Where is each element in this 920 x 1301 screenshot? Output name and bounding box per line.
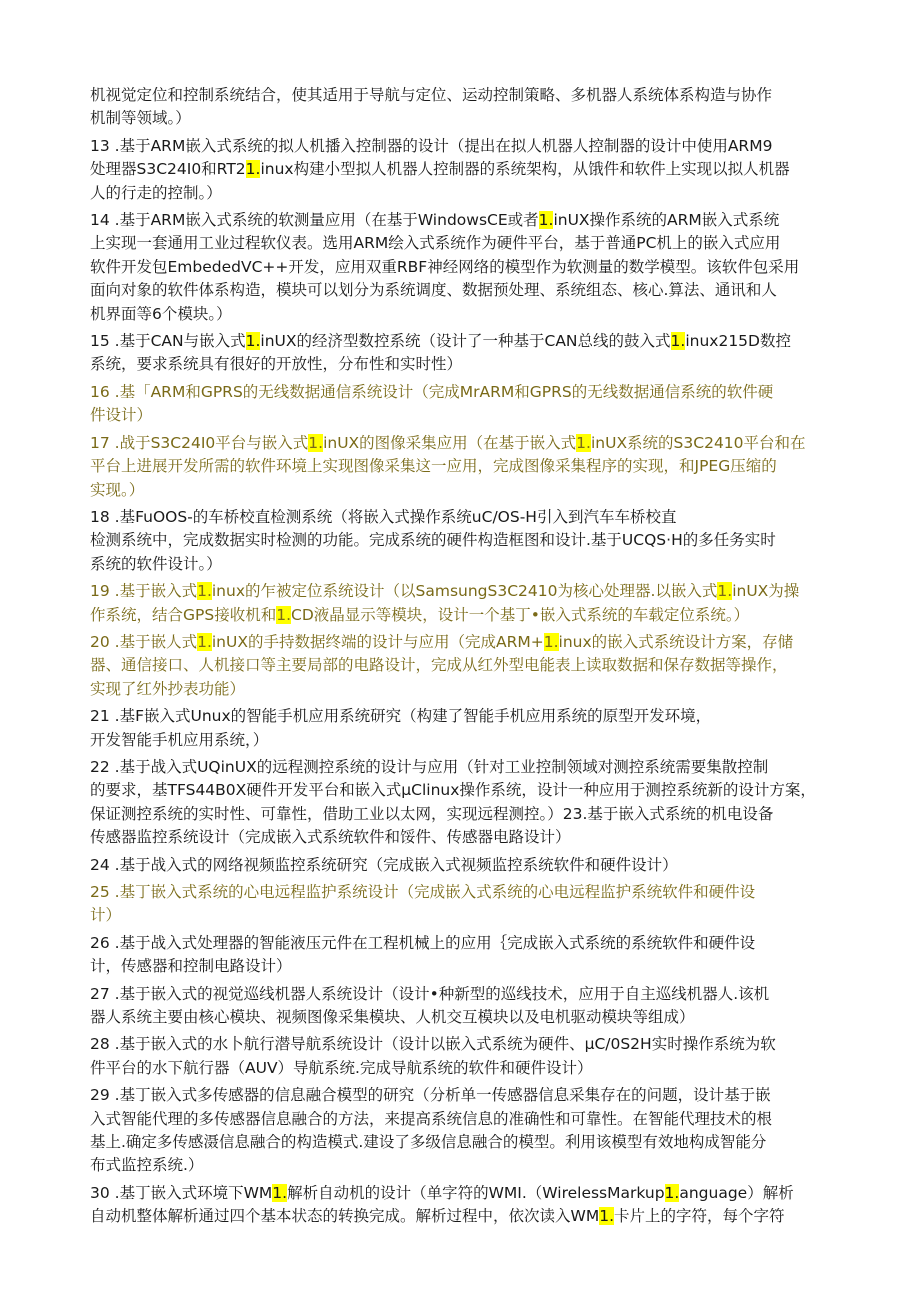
text-line: [90, 303, 842, 326]
text-line: [90, 729, 842, 752]
text-line: [90, 553, 842, 576]
text-line: [90, 1033, 842, 1056]
text-line: [90, 904, 842, 927]
highlighted-text: 1.: [538, 211, 554, 230]
text-run: anguage）解析: [679, 1183, 794, 1202]
text-run: 的要求，基TFS44B0X硬件开发平台和嵌入式μClinux操作系统，设计一种应用于测控系统新的设计方案，: [90, 781, 816, 800]
text-run: 保证测控系统的实时性、可靠性，借助工业以太网，实现远程测控。）23.基于嵌入式系统的机电设备: [90, 804, 774, 823]
text-run: 系统，要求系统具有很好的开放性，分布性和实时性）: [90, 355, 463, 374]
text-line: [90, 983, 842, 1006]
text-run: 面向对象的软件体系构造，模块可以划分为系统调度、数据预处理、系统组态、核心.算法、通讯和人: [90, 281, 777, 300]
text-line: [90, 256, 842, 279]
paragraph: [90, 854, 842, 877]
paragraph: [90, 432, 842, 502]
text-run: 传感器监控系统设计（完成嵌入式系统软件和馁件、传感器电路设计）: [90, 828, 571, 847]
paragraph: [90, 506, 842, 576]
paragraph: [90, 881, 842, 928]
text-line: [90, 756, 842, 779]
text-run: 件设计）: [90, 406, 153, 425]
text-run: inux的乍被定位系统设计（以SamsungS3C2410为核心处理器.以嵌入式: [211, 582, 718, 601]
text-run: 系统的软件设计。）: [90, 554, 222, 573]
text-run: 19 .基于嵌入式: [90, 582, 198, 601]
highlighted-text: 1.: [197, 582, 212, 601]
text-run: 28 .基于嵌入式的水卜航行潜导航系统设计（设计以嵌入式系统为硬件、μC/0S2H实时操作系统为软: [90, 1035, 776, 1054]
highlighted-text: 1.: [664, 1183, 680, 1202]
text-run: 布式监控系统.）: [90, 1156, 204, 1175]
highlighted-text: 1.: [272, 1183, 288, 1202]
text-run: 基上.确定多传感滠信息融合的构造模式.建设了多级信息融合的模型。利用该模型有效地构成智能分: [90, 1133, 767, 1152]
highlighted-text: 1.: [717, 582, 733, 601]
text-line: [90, 580, 842, 603]
text-line: [90, 881, 842, 904]
paragraph: [90, 580, 842, 627]
highlighted-text: 1.: [245, 332, 261, 351]
text-run: 24 .基于战入式的网络视频监控系统研究（完成嵌入式视频监控系统软件和硬件设计）: [90, 855, 678, 874]
paragraph: [90, 381, 842, 428]
text-line: [90, 158, 842, 181]
paragraph: [90, 983, 842, 1030]
text-run: 15 .基于CAN与嵌入式: [90, 332, 246, 351]
highlighted-text: 1.: [599, 1207, 614, 1226]
text-line: [90, 432, 842, 455]
text-run: 16 .基「ARM和GPRS的无线数据通信系统设计（完成MrARM和GPRS的无线数据通信系统的软件硬: [90, 382, 774, 401]
paragraph: [90, 209, 842, 326]
text-run: 计，传感器和控制电路设计）: [90, 957, 292, 976]
text-run: inux的嵌入式系统设计方案，存储: [558, 632, 794, 651]
text-run: inUX操作系统的ARM嵌入式系统: [553, 211, 780, 230]
text-run: 入式智能代理的多传感器信息融合的方法，来提高系统信息的准确性和可靠性。在智能代理技术的根: [90, 1109, 773, 1128]
text-line: [90, 479, 842, 502]
text-line: [90, 404, 842, 427]
text-run: inux构建小型拟人机器人控制器的系统架构，从饿件和软件上实现以拟人机器: [260, 160, 790, 179]
paragraph: [90, 705, 842, 752]
text-run: 实现。）: [90, 480, 145, 499]
text-run: 27 .基于嵌入式的视觉巡线机器人系统设计（设计•种新型的巡线技术，应用于自主巡线机器人.该机: [90, 984, 770, 1003]
text-line: [90, 330, 842, 353]
text-run: inux215D数控: [685, 332, 791, 351]
paragraph: [90, 330, 842, 377]
text-run: 30 .基丁嵌入式环境下WM: [90, 1183, 273, 1202]
text-run: 自动机整体解析通过四个基本状态的转换完成。解析过程中，依次读入WM: [90, 1207, 600, 1226]
text-line: [90, 84, 842, 107]
text-line: [90, 705, 842, 728]
text-run: 作系统，结合GPS接收机和: [90, 605, 277, 624]
text-run: inUX为操: [732, 582, 800, 601]
text-line: [90, 182, 842, 205]
text-line: [90, 381, 842, 404]
text-run: 解析自动机的设计（单字符的WMI.（WirelessMarkup: [287, 1183, 665, 1202]
highlighted-text: 1.: [245, 160, 261, 179]
text-run: 22 .基于战入式UQinUX的远程测控系统的设计与应用（针对工业控制领域对测控系统需要集散控制: [90, 757, 769, 776]
text-run: 计）: [90, 906, 122, 925]
text-run: 器人系统主要由核心模块、视频图像采集模块、人机交互模块以及电机驱动模块等组成）: [90, 1008, 695, 1027]
paragraph: [90, 756, 842, 850]
highlighted-text: 1.: [308, 433, 324, 452]
text-line: [90, 631, 842, 654]
text-line: [90, 1205, 842, 1228]
highlighted-text: 1.: [670, 332, 686, 351]
text-line: [90, 506, 842, 529]
text-run: 机制等领域。）: [90, 109, 191, 128]
text-line: [90, 803, 842, 826]
text-run: 卡片上的字符，每个字符: [614, 1207, 785, 1226]
text-run: 机界面等6个模块。）: [90, 304, 232, 323]
text-line: [90, 353, 842, 376]
text-run: 14 .基于ARM嵌入式系统的软测量应用（在基于WindowsCE或者: [90, 211, 539, 230]
text-line: [90, 209, 842, 232]
text-line: [90, 1057, 842, 1080]
text-run: 平台上进展开发所需的软件环境上实现图像采集这一应用，完成图像采集程序的实现，和JPEG压缩的: [90, 457, 777, 476]
highlighted-text: 1.: [197, 632, 212, 651]
paragraph: [90, 84, 842, 131]
text-line: [90, 1108, 842, 1131]
text-line: [90, 529, 842, 552]
text-line: [90, 678, 842, 701]
text-run: inUX的经济型数控系统（设计了一种基于CAN总线的鼓入式: [260, 332, 671, 351]
text-line: [90, 1084, 842, 1107]
text-run: 29 .基丁嵌入式多传感器的信息融合模型的研究（分析单一传感器信息采集存在的问题，设计基于嵌: [90, 1086, 771, 1105]
text-run: 17 .战于S3C24I0平台与嵌入式: [90, 433, 309, 452]
text-run: 机视觉定位和控制系统结合，使其适用于导航与定位、运动控制策略、多机器人系统体系构造与协作: [90, 86, 773, 104]
text-line: [90, 1154, 842, 1177]
text-run: 上实现一套通用工业过程软仪表。选用ARM绘入式系统作为硬件平台，基于普通PC机上的嵌入式应用: [90, 234, 781, 253]
text-line: [90, 604, 842, 627]
paragraph: [90, 1033, 842, 1080]
text-line: [90, 135, 842, 158]
highlighted-text: 1.: [543, 632, 559, 651]
text-run: 件平台的水下航行器（AUV）导航系统.完成导航系统的软件和硬件设计）: [90, 1058, 593, 1077]
text-line: [90, 1006, 842, 1029]
text-run: CD液晶显示等模块，设计一个基丁•嵌入式系统的车载定位系统。）: [291, 605, 750, 624]
highlighted-text: 1.: [276, 605, 291, 624]
text-run: 软件开发包EmbededVC++开发，应用双重RBF神经网络的模型作为软测量的数学模型。该软件包采用: [90, 257, 800, 276]
text-line: [90, 654, 842, 677]
text-line: [90, 826, 842, 849]
text-line: [90, 107, 842, 130]
text-run: inUX系统的S3C2410平台和在: [590, 433, 806, 452]
text-run: 26 .基于战入式处理器的智能液压元件在工程机械上的应用｛完成嵌入式系统的系统软件和硬件设: [90, 933, 756, 952]
document-page: [90, 84, 842, 1233]
text-run: 21 .基F嵌入式Unux的智能手机应用系统研究（构建了智能手机应用系统的原型开发环境，: [90, 707, 712, 726]
text-run: 13 .基于ARM嵌入式系统的拟人机播入控制器的设计（提出在拟人机器人控制器的设计中使用ARM9: [90, 136, 773, 155]
text-run: 人的行走的控制。）: [90, 183, 222, 202]
text-run: 18 .基FuOOS-的车桥校直检测系统（将嵌入式操作系统uC/OS-H引入到汽车车桥校直: [90, 507, 677, 526]
text-line: [90, 455, 842, 478]
paragraph: [90, 932, 842, 979]
text-run: inUX的手持数据终端的设计与应用（完成ARM+: [211, 632, 544, 651]
text-run: 实现了红外抄表功能）: [90, 679, 246, 698]
text-line: [90, 232, 842, 255]
text-line: [90, 1131, 842, 1154]
paragraph: [90, 135, 842, 205]
text-run: 20 .基于嵌人式: [90, 632, 198, 651]
text-run: inUX的图像采集应用（在基于嵌入式: [323, 433, 577, 452]
text-run: 开发智能手机应用系统，）: [90, 730, 269, 749]
text-line: [90, 279, 842, 302]
text-line: [90, 932, 842, 955]
text-run: 25 .基丁嵌入式系统的心电远程监护系统设计（完成嵌入式系统的心电远程监护系统软件和硬件设: [90, 883, 756, 901]
text-run: 处理器S3C24I0和RT2: [90, 160, 246, 179]
text-run: 检测系统中，完成数据实时检测的功能。完成系统的硬件构造框图和设计.基于UCQS·H的多任务实时: [90, 531, 776, 550]
text-line: [90, 955, 842, 978]
paragraph: [90, 1084, 842, 1178]
text-line: [90, 779, 842, 802]
highlighted-text: 1.: [576, 433, 591, 452]
text-line: [90, 1182, 842, 1205]
paragraph: [90, 1182, 842, 1229]
paragraph: [90, 631, 842, 701]
text-line: [90, 854, 842, 877]
text-run: 器、通信接口、人机接口等主要局部的电路设计，完成从红外型电能表上读取数据和保存数据等操作，: [90, 656, 788, 675]
